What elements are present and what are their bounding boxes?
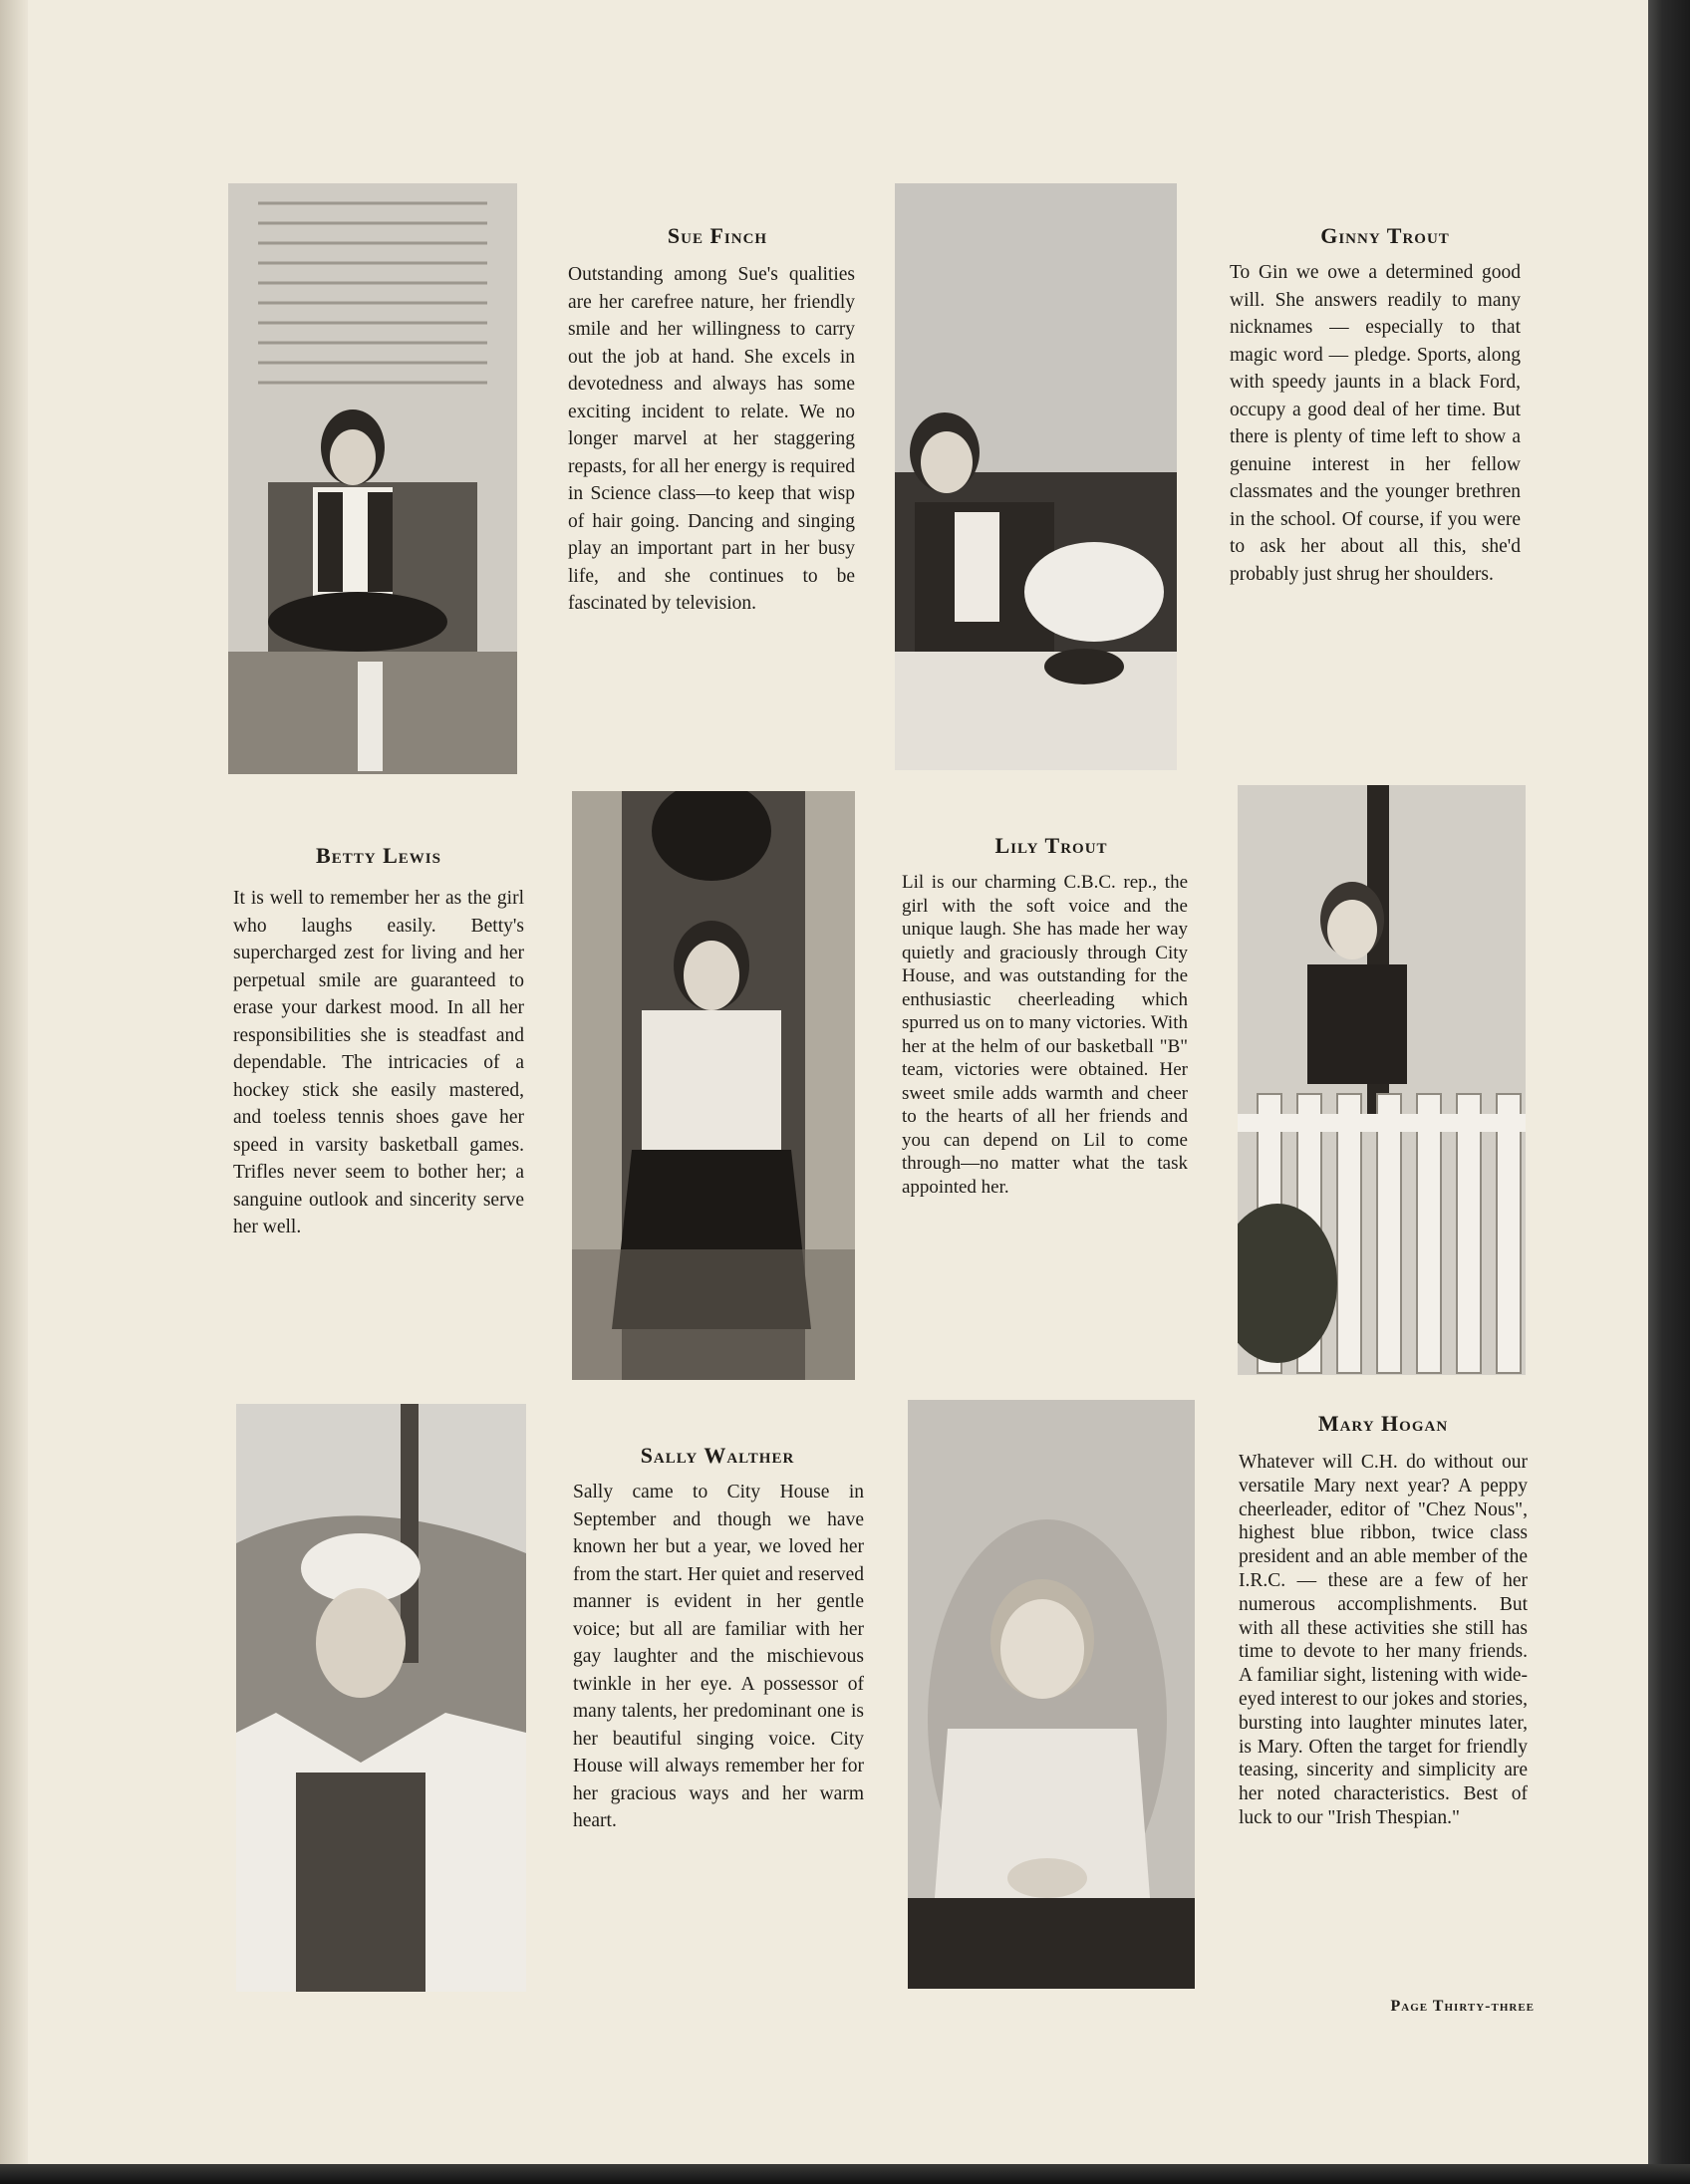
bio-lily-trout: Lil is our charming C.B.C. rep., the girl with the soft voice and the unique laugh. She has made her way quietly and graciously through City House, and was outstanding for the enthusiastic cheerleading which spurred us on to many victories. With her at the helm of our basketball "B" team, victories were obtained. Her sweet smile adds warmth and cheer to the hearts of all her friends and you can depend on Lil to come through—no matter what the task appointed her.	[902, 872, 1188, 1198]
page-edge-dark	[1648, 0, 1690, 2184]
photo-sally-walther	[236, 1404, 526, 1992]
name-mary-hogan: Mary Hogan	[1317, 1411, 1449, 1436]
bio-mary-hogan: Whatever will C.H. do without our versatile Mary next year? A peppy cheerleader, editor of "Chez Nous", highest blue ribbon, twice class president and an able member of the I.R.C. — these are a few of her numerous accomplishments. But with all these activities she still has time to devote to her many friends. A familiar sight, listening with wide-eyed interest to our jokes and stories, bursting into laughter minutes later, is Mary. Often the target for friendly teasing, sincerity and simplicity are her noted characteristics. Best of luck to our "Irish Thespian."	[1239, 1452, 1528, 1828]
bio-betty-lewis: It is well to remember her as the girl who laughs easily. Betty's supercharged zest for living and her perpetual smile are guaranteed to erase your darkest mood. In all her responsibilities she is steadfast and dependable. The intricacies of a hockey stick she easily mastered, and toeless tennis shoes gave her speed in varsity basketball games. Trifles never seem to bother her; a sanguine outlook and sincerity serve her well.	[233, 888, 524, 1237]
page-number: Page Thirty-three	[1390, 1998, 1535, 2015]
name-betty-lewis: Betty Lewis	[316, 843, 441, 868]
page-bottom-edge	[0, 2164, 1690, 2184]
bio-ginny-trout: To Gin we owe a determined good will. She answers readily to many nicknames — especially to that magic word — pledge. Sports, along with speedy jaunts in a black Ford, occupy a good deal of her time. But there is plenty of time left to show a genuine interest in her fellow classmates and the younger brethren in the school. Of course, if you were to ask her about all this, she'd probably just shrug her shoulders.	[1230, 262, 1521, 585]
name-ginny-trout: Ginny Trout	[1320, 223, 1450, 248]
photo-betty-lewis	[572, 791, 855, 1380]
bio-sue-finch: Outstanding among Sue's qualities are her carefree nature, her friendly smile and her willingness to carry out the job at hand. She excels in devotedness and always has some exciting incident to relate. We no longer marvel at her staggering repasts, for all her energy is required in Science class—to keep that wisp of hair going. Dancing and singing play an important part in her busy life, and she continues to be fascinated by television.	[568, 264, 855, 614]
bio-sally-walther: Sally came to City House in September and though we have known her but a year, we loved her from the start. Her quiet and reserved manner is evident in her gentle voice; but all are familiar with her gay laughter and the mischievous twinkle in her eye. A possessor of many talents, her predominant one is her beautiful singing voice. City House will always remember her for her gracious ways and her warm heart.	[573, 1482, 864, 1831]
photo-mary-hogan	[908, 1400, 1195, 1989]
page-spine-shadow	[0, 0, 28, 2184]
name-sally-walther: Sally Walther	[640, 1443, 795, 1468]
photo-sue-finch	[228, 183, 517, 774]
name-lily-trout: Lily Trout	[994, 833, 1108, 858]
photo-lily-trout	[1238, 785, 1526, 1375]
name-sue-finch: Sue Finch	[667, 223, 768, 248]
photo-ginny-trout	[895, 183, 1177, 770]
